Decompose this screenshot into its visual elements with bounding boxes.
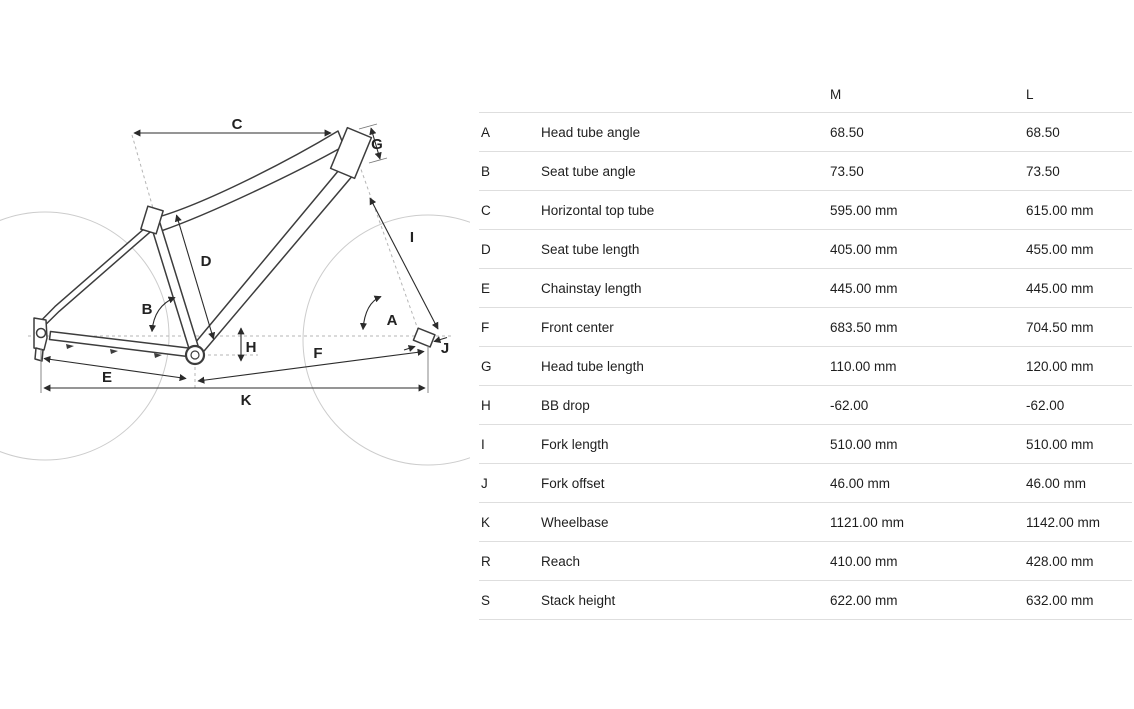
table-row bbox=[479, 346, 1132, 385]
dim-a-head-angle-arc bbox=[363, 297, 381, 330]
row-label: Reach bbox=[541, 553, 581, 569]
row-key: A bbox=[481, 124, 491, 140]
label-a: A bbox=[386, 312, 398, 329]
value-m: 68.50 bbox=[830, 124, 864, 140]
label-h: H bbox=[245, 339, 257, 356]
label-g: G bbox=[371, 136, 383, 153]
row-label: Horizontal top tube bbox=[541, 202, 655, 218]
table-row bbox=[479, 151, 1132, 190]
guide-lines bbox=[28, 130, 452, 391]
row-label: BB drop bbox=[541, 397, 590, 413]
rear-axle bbox=[37, 329, 46, 338]
head-tube-top-tick bbox=[359, 124, 377, 129]
table-row bbox=[479, 229, 1132, 268]
row-key: D bbox=[481, 241, 491, 257]
label-b: B bbox=[141, 301, 153, 318]
row-key: I bbox=[481, 436, 485, 452]
value-m: 410.00 mm bbox=[830, 553, 898, 569]
size-column-m: M bbox=[830, 87, 842, 102]
table-row bbox=[479, 424, 1132, 463]
row-label: Head tube length bbox=[541, 358, 644, 374]
dim-j-offset-left-arrow bbox=[404, 347, 415, 351]
row-label: Seat tube length bbox=[541, 241, 640, 257]
row-key: F bbox=[481, 319, 490, 335]
row-label: Seat tube angle bbox=[541, 163, 636, 179]
value-l: 704.50 mm bbox=[1026, 319, 1094, 335]
value-l: 510.00 mm bbox=[1026, 436, 1094, 452]
row-key: E bbox=[481, 280, 491, 296]
label-c: C bbox=[231, 116, 243, 133]
row-key: H bbox=[481, 397, 491, 413]
derailleur-hanger bbox=[35, 348, 43, 361]
dim-f-front-center bbox=[198, 352, 424, 382]
head-tube-bottom-tick bbox=[369, 158, 387, 163]
row-label: Head tube angle bbox=[541, 124, 641, 140]
table-row bbox=[479, 268, 1132, 307]
row-key: C bbox=[481, 202, 491, 218]
row-label: Front center bbox=[541, 319, 614, 335]
value-m: 110.00 mm bbox=[830, 358, 897, 374]
value-m: 510.00 mm bbox=[830, 436, 898, 452]
label-d: D bbox=[200, 253, 212, 270]
label-e: E bbox=[101, 369, 113, 386]
value-l: 73.50 bbox=[1026, 163, 1060, 179]
dim-b-seat-angle-arc bbox=[152, 298, 175, 332]
value-l: 1142.00 mm bbox=[1026, 514, 1101, 530]
row-key: B bbox=[481, 163, 491, 179]
bottom-bracket-inner bbox=[191, 351, 199, 359]
row-key: J bbox=[481, 475, 488, 491]
table-row bbox=[479, 190, 1132, 229]
value-m: 46.00 mm bbox=[830, 475, 891, 491]
row-key: R bbox=[481, 553, 491, 569]
value-l: 120.00 mm bbox=[1026, 358, 1094, 374]
label-i: I bbox=[409, 229, 415, 246]
table-row bbox=[479, 307, 1132, 346]
chainstay-tube bbox=[50, 332, 193, 358]
value-m: 405.00 mm bbox=[830, 241, 898, 257]
value-m: 73.50 bbox=[830, 163, 864, 179]
table-row bbox=[479, 580, 1132, 619]
row-key: K bbox=[481, 514, 491, 530]
value-m: 1121.00 mm bbox=[830, 514, 905, 530]
table-header bbox=[479, 74, 1132, 112]
extension-lines bbox=[41, 124, 428, 393]
front-dropout bbox=[413, 328, 435, 347]
value-l: 68.50 bbox=[1026, 124, 1060, 140]
geometry-drawing-svg bbox=[0, 0, 470, 709]
row-label: Fork length bbox=[541, 436, 609, 452]
value-l: 632.00 mm bbox=[1026, 592, 1094, 608]
seat-tube bbox=[149, 215, 201, 355]
value-l: 455.00 mm bbox=[1026, 241, 1094, 257]
value-m: 595.00 mm bbox=[830, 202, 898, 218]
bike-geometry-diagram bbox=[0, 0, 470, 709]
table-row bbox=[479, 463, 1132, 502]
table-row bbox=[479, 541, 1132, 580]
value-l: 428.00 mm bbox=[1026, 553, 1094, 569]
table-row bbox=[479, 112, 1132, 151]
row-label: Fork offset bbox=[541, 475, 605, 491]
table-row bbox=[479, 385, 1132, 424]
table-body bbox=[479, 112, 1132, 620]
seat-stay-tube bbox=[39, 225, 153, 328]
value-l: 46.00 mm bbox=[1026, 475, 1087, 491]
geometry-table bbox=[479, 74, 1132, 620]
label-k: K bbox=[240, 392, 252, 409]
row-label: Chainstay length bbox=[541, 280, 642, 296]
value-l: -62.00 bbox=[1026, 397, 1065, 413]
label-f: F bbox=[313, 345, 323, 362]
row-label: Stack height bbox=[541, 592, 616, 608]
value-l: 615.00 mm bbox=[1026, 202, 1094, 218]
row-label: Wheelbase bbox=[541, 514, 609, 530]
value-m: -62.00 bbox=[830, 397, 869, 413]
value-l: 445.00 mm bbox=[1026, 280, 1094, 296]
label-j: J bbox=[440, 340, 450, 357]
down-tube bbox=[190, 164, 354, 357]
value-m: 622.00 mm bbox=[830, 592, 898, 608]
table-row bbox=[479, 502, 1132, 541]
value-m: 445.00 mm bbox=[830, 280, 898, 296]
row-key: G bbox=[481, 358, 492, 374]
value-m: 683.50 mm bbox=[830, 319, 898, 335]
frame bbox=[34, 128, 435, 364]
size-column-l: L bbox=[1026, 87, 1034, 102]
row-key: S bbox=[481, 592, 491, 608]
